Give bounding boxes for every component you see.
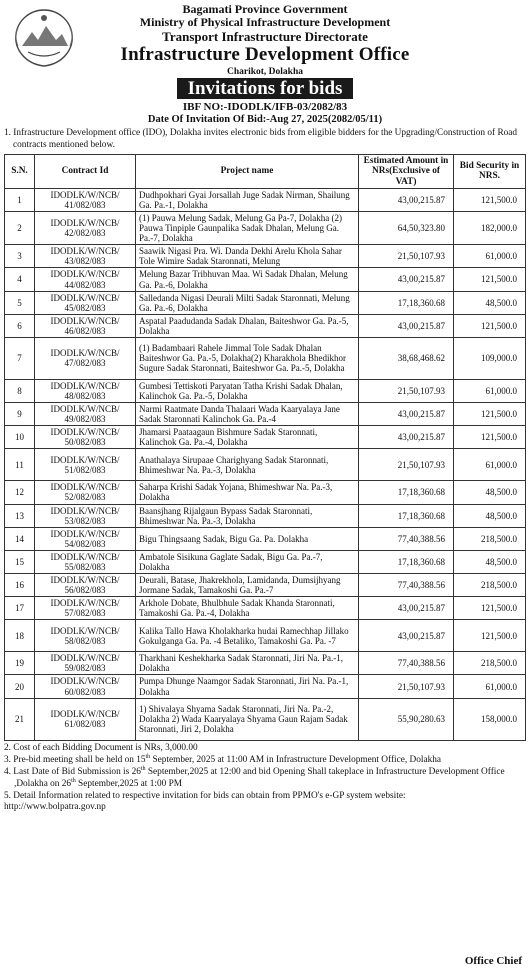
- cell-estimated-amount: 77,40,388.56: [359, 527, 454, 550]
- table-row: [5, 212, 526, 245]
- cell-sn: 14: [5, 527, 35, 550]
- cell-contract-id: IDODLK/W/NCB/ 58/082/083: [35, 620, 136, 652]
- cell-bid-security: 48,500.0: [454, 550, 526, 573]
- cell-sn: 19: [5, 652, 35, 675]
- cell-sn: 20: [5, 675, 35, 698]
- cell-project-name: Gumbesi Tettiskoti Paryatan Tatha Krishi Sadak Dhalan, Kalinchok Ga. Pa.-5, Dolakha: [136, 379, 359, 402]
- cell-estimated-amount: 17,18,360.68: [359, 504, 454, 527]
- bids-table: [4, 154, 526, 741]
- cell-contract-id: IDODLK/W/NCB/ 55/082/083: [35, 550, 136, 573]
- cell-project-name: Bigu Thingsaang Sadak, Bigu Ga. Pa. Dolakha: [136, 527, 359, 550]
- table-row: [5, 652, 526, 675]
- table-row: [5, 504, 526, 527]
- cell-contract-id: IDODLK/W/NCB/ 52/082/083: [35, 481, 136, 504]
- table-row: [5, 379, 526, 402]
- notice-header: [4, 3, 526, 125]
- table-row: [5, 698, 526, 740]
- cell-estimated-amount: 77,40,388.56: [359, 652, 454, 675]
- cell-estimated-amount: 43,00,215.87: [359, 426, 454, 449]
- table-row: [5, 291, 526, 314]
- cell-contract-id: IDODLK/W/NCB/ 50/082/083: [35, 426, 136, 449]
- cell-sn: 17: [5, 597, 35, 620]
- cell-bid-security: 48,500.0: [454, 291, 526, 314]
- cell-project-name: Arkhole Dobate, Bhulbhule Sadak Khanda Staronnati, Tamakoshi Ga. Pa.-4, Dolakha: [136, 597, 359, 620]
- cell-sn: 21: [5, 698, 35, 740]
- cell-estimated-amount: 17,18,360.68: [359, 291, 454, 314]
- cell-estimated-amount: 43,00,215.87: [359, 597, 454, 620]
- cell-bid-security: 121,500.0: [454, 314, 526, 337]
- cell-contract-id: IDODLK/W/NCB/ 54/082/083: [35, 527, 136, 550]
- cell-project-name: Pumpa Dhunge Naamgor Sadak Staronnati, Jiri Na. Pa.-1, Dolakha: [136, 675, 359, 698]
- cell-estimated-amount: 21,50,107.93: [359, 449, 454, 481]
- invitation-banner: Invitations for bids: [177, 78, 354, 99]
- table-row: [5, 675, 526, 698]
- table-row: [5, 574, 526, 597]
- cell-project-name: (1) Pauwa Melung Sadak, Melung Ga Pa-7, Dolakha (2) Pauwa Tinpiple Gaunpalika Sadak Dhalan, Melung Ga. Pa.-7, Dolakha: [136, 212, 359, 245]
- cell-bid-security: 121,500.0: [454, 620, 526, 652]
- cell-project-name: 1) Shivalaya Shyama Sadak Staronnati, Jiri Na. Pa.-2, Dolakha 2) Wada Kaaryalaya Shyama Gaun Rajam Sadak Staronnati, Jiri 2, Dolakha: [136, 698, 359, 740]
- cell-contract-id: IDODLK/W/NCB/ 60/082/083: [35, 675, 136, 698]
- cell-estimated-amount: 77,40,388.56: [359, 574, 454, 597]
- cell-contract-id: IDODLK/W/NCB/ 59/082/083: [35, 652, 136, 675]
- cell-project-name: Dudhpokhari Gyai Jorsallah Juge Sadak Nirman, Shailung Ga. Pa.-1, Dolakha: [136, 188, 359, 211]
- cell-sn: 7: [5, 337, 35, 379]
- cell-sn: 1: [5, 188, 35, 211]
- cell-estimated-amount: 21,50,107.93: [359, 379, 454, 402]
- cell-sn: 9: [5, 403, 35, 426]
- header-estimated-amount: Estimated Amount in NRs(Exclusive of VAT): [359, 154, 454, 188]
- cell-sn: 11: [5, 449, 35, 481]
- cell-bid-security: 182,000.0: [454, 212, 526, 245]
- note-prebid-meeting: 3. Pre-bid meeting shall be held on 15th September, 2025 at 11:00 AM in Infrastructure Development Office, Dolakha: [4, 753, 442, 765]
- cell-contract-id: IDODLK/W/NCB/ 42/082/083: [35, 212, 136, 245]
- table-row: [5, 337, 526, 379]
- table-row: [5, 481, 526, 504]
- cell-bid-security: 218,500.0: [454, 574, 526, 597]
- table-row: [5, 188, 526, 211]
- cell-bid-security: 121,500.0: [454, 403, 526, 426]
- egp-website-link[interactable]: http://www.bolpatra.gov.np: [4, 801, 106, 812]
- cell-project-name: Melung Bazar Tribhuvan Maa. Wi Sadak Dhalan, Melung Ga. Pa.-6, Dolakha: [136, 268, 359, 291]
- cell-bid-security: 61,000.0: [454, 449, 526, 481]
- note-submission-date: 4. Last Date of Bid Submission is 26th September,2025 at 12:00 and bid Opening Shall takeplace in Infrastructure Development Office ,Dolakha on 26th September,2025 at 1:00 PM: [4, 766, 505, 790]
- cell-project-name: Kalika Tallo Hawa Kholakharka hudai Ramechhap Jillako Gokulganga Ga. Pa. -4 Betaliko, Tamakoshi Ga. Pa. -7: [136, 620, 359, 652]
- cell-contract-id: IDODLK/W/NCB/ 44/082/083: [35, 268, 136, 291]
- header-sn: S.N.: [5, 154, 35, 188]
- cell-contract-id: IDODLK/W/NCB/ 49/082/083: [35, 403, 136, 426]
- header-contract-id: Contract Id: [35, 154, 136, 188]
- office-name: Infrastructure Development Office: [120, 44, 410, 66]
- cell-estimated-amount: 43,00,215.87: [359, 620, 454, 652]
- cell-contract-id: IDODLK/W/NCB/ 45/082/083: [35, 291, 136, 314]
- notes-section: [4, 743, 526, 813]
- cell-bid-security: 61,000.0: [454, 675, 526, 698]
- office-location: Charikot, Dolakha: [226, 66, 303, 77]
- cell-sn: 6: [5, 314, 35, 337]
- cell-estimated-amount: 64,50,323.80: [359, 212, 454, 245]
- note-document-cost: 2. Cost of each Bidding Document is NRs, 3,000.00: [4, 742, 198, 753]
- cell-project-name: Salledanda Nigasi Deurali Milti Sadak Staronnati, Melung Ga. Pa.-6, Dolakha: [136, 291, 359, 314]
- table-body: [5, 188, 526, 740]
- note-website: [4, 802, 526, 813]
- table-row: [5, 245, 526, 268]
- cell-project-name: Anathalaya Sirupaae Charighyang Sadak Staronnati, Bhimeshwar Na. Pa.-3, Dolakha: [136, 449, 359, 481]
- government-emblem-icon: [8, 6, 80, 70]
- cell-estimated-amount: 21,50,107.93: [359, 675, 454, 698]
- cell-contract-id: IDODLK/W/NCB/ 57/082/083: [35, 597, 136, 620]
- table-row: [5, 314, 526, 337]
- cell-project-name: Narmi Raatmate Danda Thalaari Wada Kaaryalaya Jane Sadak Staronnati Kalinchok Ga. Pa.-4: [136, 403, 359, 426]
- cell-project-name: Jhamarsi Paataagaun Bishmure Sadak Staronnati, Kalinchok Ga. Pa.-4, Dolakha: [136, 426, 359, 449]
- cell-sn: 15: [5, 550, 35, 573]
- cell-estimated-amount: 43,00,215.87: [359, 268, 454, 291]
- cell-project-name: Deurali, Batase, Jhakrekhola, Lamidanda, Dumsijhyang Jormane Sadak, Tamakoshi Ga. Pa.-7: [136, 574, 359, 597]
- cell-bid-security: 121,500.0: [454, 426, 526, 449]
- table-row: [5, 620, 526, 652]
- cell-estimated-amount: 38,68,468.62: [359, 337, 454, 379]
- cell-bid-security: 61,000.0: [454, 379, 526, 402]
- cell-estimated-amount: 17,18,360.68: [359, 550, 454, 573]
- cell-bid-security: 48,500.0: [454, 481, 526, 504]
- table-row: [5, 449, 526, 481]
- cell-contract-id: IDODLK/W/NCB/ 46/082/083: [35, 314, 136, 337]
- cell-estimated-amount: 43,00,215.87: [359, 403, 454, 426]
- directorate-name: Transport Infrastructure Directorate: [162, 28, 368, 44]
- cell-sn: 8: [5, 379, 35, 402]
- cell-contract-id: IDODLK/W/NCB/ 56/082/083: [35, 574, 136, 597]
- cell-bid-security: 121,500.0: [454, 188, 526, 211]
- cell-sn: 12: [5, 481, 35, 504]
- office-chief-signature: Office Chief: [464, 955, 522, 967]
- cell-sn: 4: [5, 268, 35, 291]
- intro-paragraph: 1. Infrastructure Development office (IDO), Dolakha invites electronic bids from eligible bidders for the Upgrading/Construction of Road contracts mentioned below.: [4, 128, 518, 150]
- cell-contract-id: IDODLK/W/NCB/ 41/082/083: [35, 188, 136, 211]
- table-row: [5, 426, 526, 449]
- cell-sn: 5: [5, 291, 35, 314]
- table-row: [5, 268, 526, 291]
- cell-estimated-amount: 17,18,360.68: [359, 481, 454, 504]
- cell-contract-id: IDODLK/W/NCB/ 53/082/083: [35, 504, 136, 527]
- cell-bid-security: 109,000.0: [454, 337, 526, 379]
- cell-sn: 16: [5, 574, 35, 597]
- cell-estimated-amount: 55,90,280.63: [359, 698, 454, 740]
- cell-contract-id: IDODLK/W/NCB/ 48/082/083: [35, 379, 136, 402]
- cell-bid-security: 121,500.0: [454, 597, 526, 620]
- cell-bid-security: 48,500.0: [454, 504, 526, 527]
- ministry-name: Ministry of Physical Infrastructure Development: [139, 15, 391, 30]
- table-row: [5, 403, 526, 426]
- cell-sn: 2: [5, 212, 35, 245]
- cell-project-name: Saawik Nigasi Pra. Wi. Danda Dekhi Arelu Khola Sahar Tole Wimire Sadak Staronnati, Melung: [136, 245, 359, 268]
- header-project-name: Project name: [136, 154, 359, 188]
- cell-bid-security: 61,000.0: [454, 245, 526, 268]
- cell-bid-security: 121,500.0: [454, 268, 526, 291]
- cell-contract-id: IDODLK/W/NCB/ 51/082/083: [35, 449, 136, 481]
- cell-contract-id: IDODLK/W/NCB/ 43/082/083: [35, 245, 136, 268]
- cell-bid-security: 158,000.0: [454, 698, 526, 740]
- province-government: Bagamati Province Government: [182, 2, 348, 16]
- header-bid-security: Bid Security in NRS.: [454, 154, 526, 188]
- cell-contract-id: IDODLK/W/NCB/ 47/082/083: [35, 337, 136, 379]
- cell-project-name: (1) Badambaari Rahele Jimmal Tole Sadak Dhalan Baiteshwor Ga. Pa.-5, Dolakha(2) Kharakhola Bhedikhor Sugure Sadak Staronnati, Baiteshwor Ga. Pa.-5, Dolakha: [136, 337, 359, 379]
- cell-project-name: Saharpa Krishi Sadak Yojana, Bhimeshwar Na. Pa.-3, Dolakha: [136, 481, 359, 504]
- cell-sn: 13: [5, 504, 35, 527]
- cell-project-name: Aspatal Paadudanda Sadak Dhalan, Baiteshwor Ga. Pa.-5, Dolakha: [136, 314, 359, 337]
- invitation-date: Date Of Invitation Of Bid:-Aug 27, 2025(2082/05/11): [147, 113, 383, 125]
- cell-sn: 10: [5, 426, 35, 449]
- cell-project-name: Baansjhang Rijalgaun Bypass Sadak Staronnati, Bhimeshwar Na. Pa.-3, Dolakha: [136, 504, 359, 527]
- ifb-number: IBF NO:-IDODLK/IFB-03/2082/83: [182, 101, 348, 114]
- table-row: [5, 527, 526, 550]
- cell-project-name: Tharkhani Keshekharka Sadak Staronnati, Jiri Na. Pa.-1, Dolakha: [136, 652, 359, 675]
- cell-sn: 3: [5, 245, 35, 268]
- table-row: [5, 550, 526, 573]
- note-detail-info: 5. Detail Information related to respective invitation for bids can obtain from PPMO's e-GP system website:: [4, 790, 406, 801]
- cell-estimated-amount: 43,00,215.87: [359, 314, 454, 337]
- cell-sn: 18: [5, 620, 35, 652]
- cell-estimated-amount: 43,00,215.87: [359, 188, 454, 211]
- cell-bid-security: 218,500.0: [454, 652, 526, 675]
- cell-contract-id: IDODLK/W/NCB/ 61/082/083: [35, 698, 136, 740]
- cell-estimated-amount: 21,50,107.93: [359, 245, 454, 268]
- cell-bid-security: 218,500.0: [454, 527, 526, 550]
- cell-project-name: Ambatole Sisikuna Gaglate Sadak, Bigu Ga. Pa.-7, Dolakha: [136, 550, 359, 573]
- table-header-row: [5, 154, 526, 188]
- table-row: [5, 597, 526, 620]
